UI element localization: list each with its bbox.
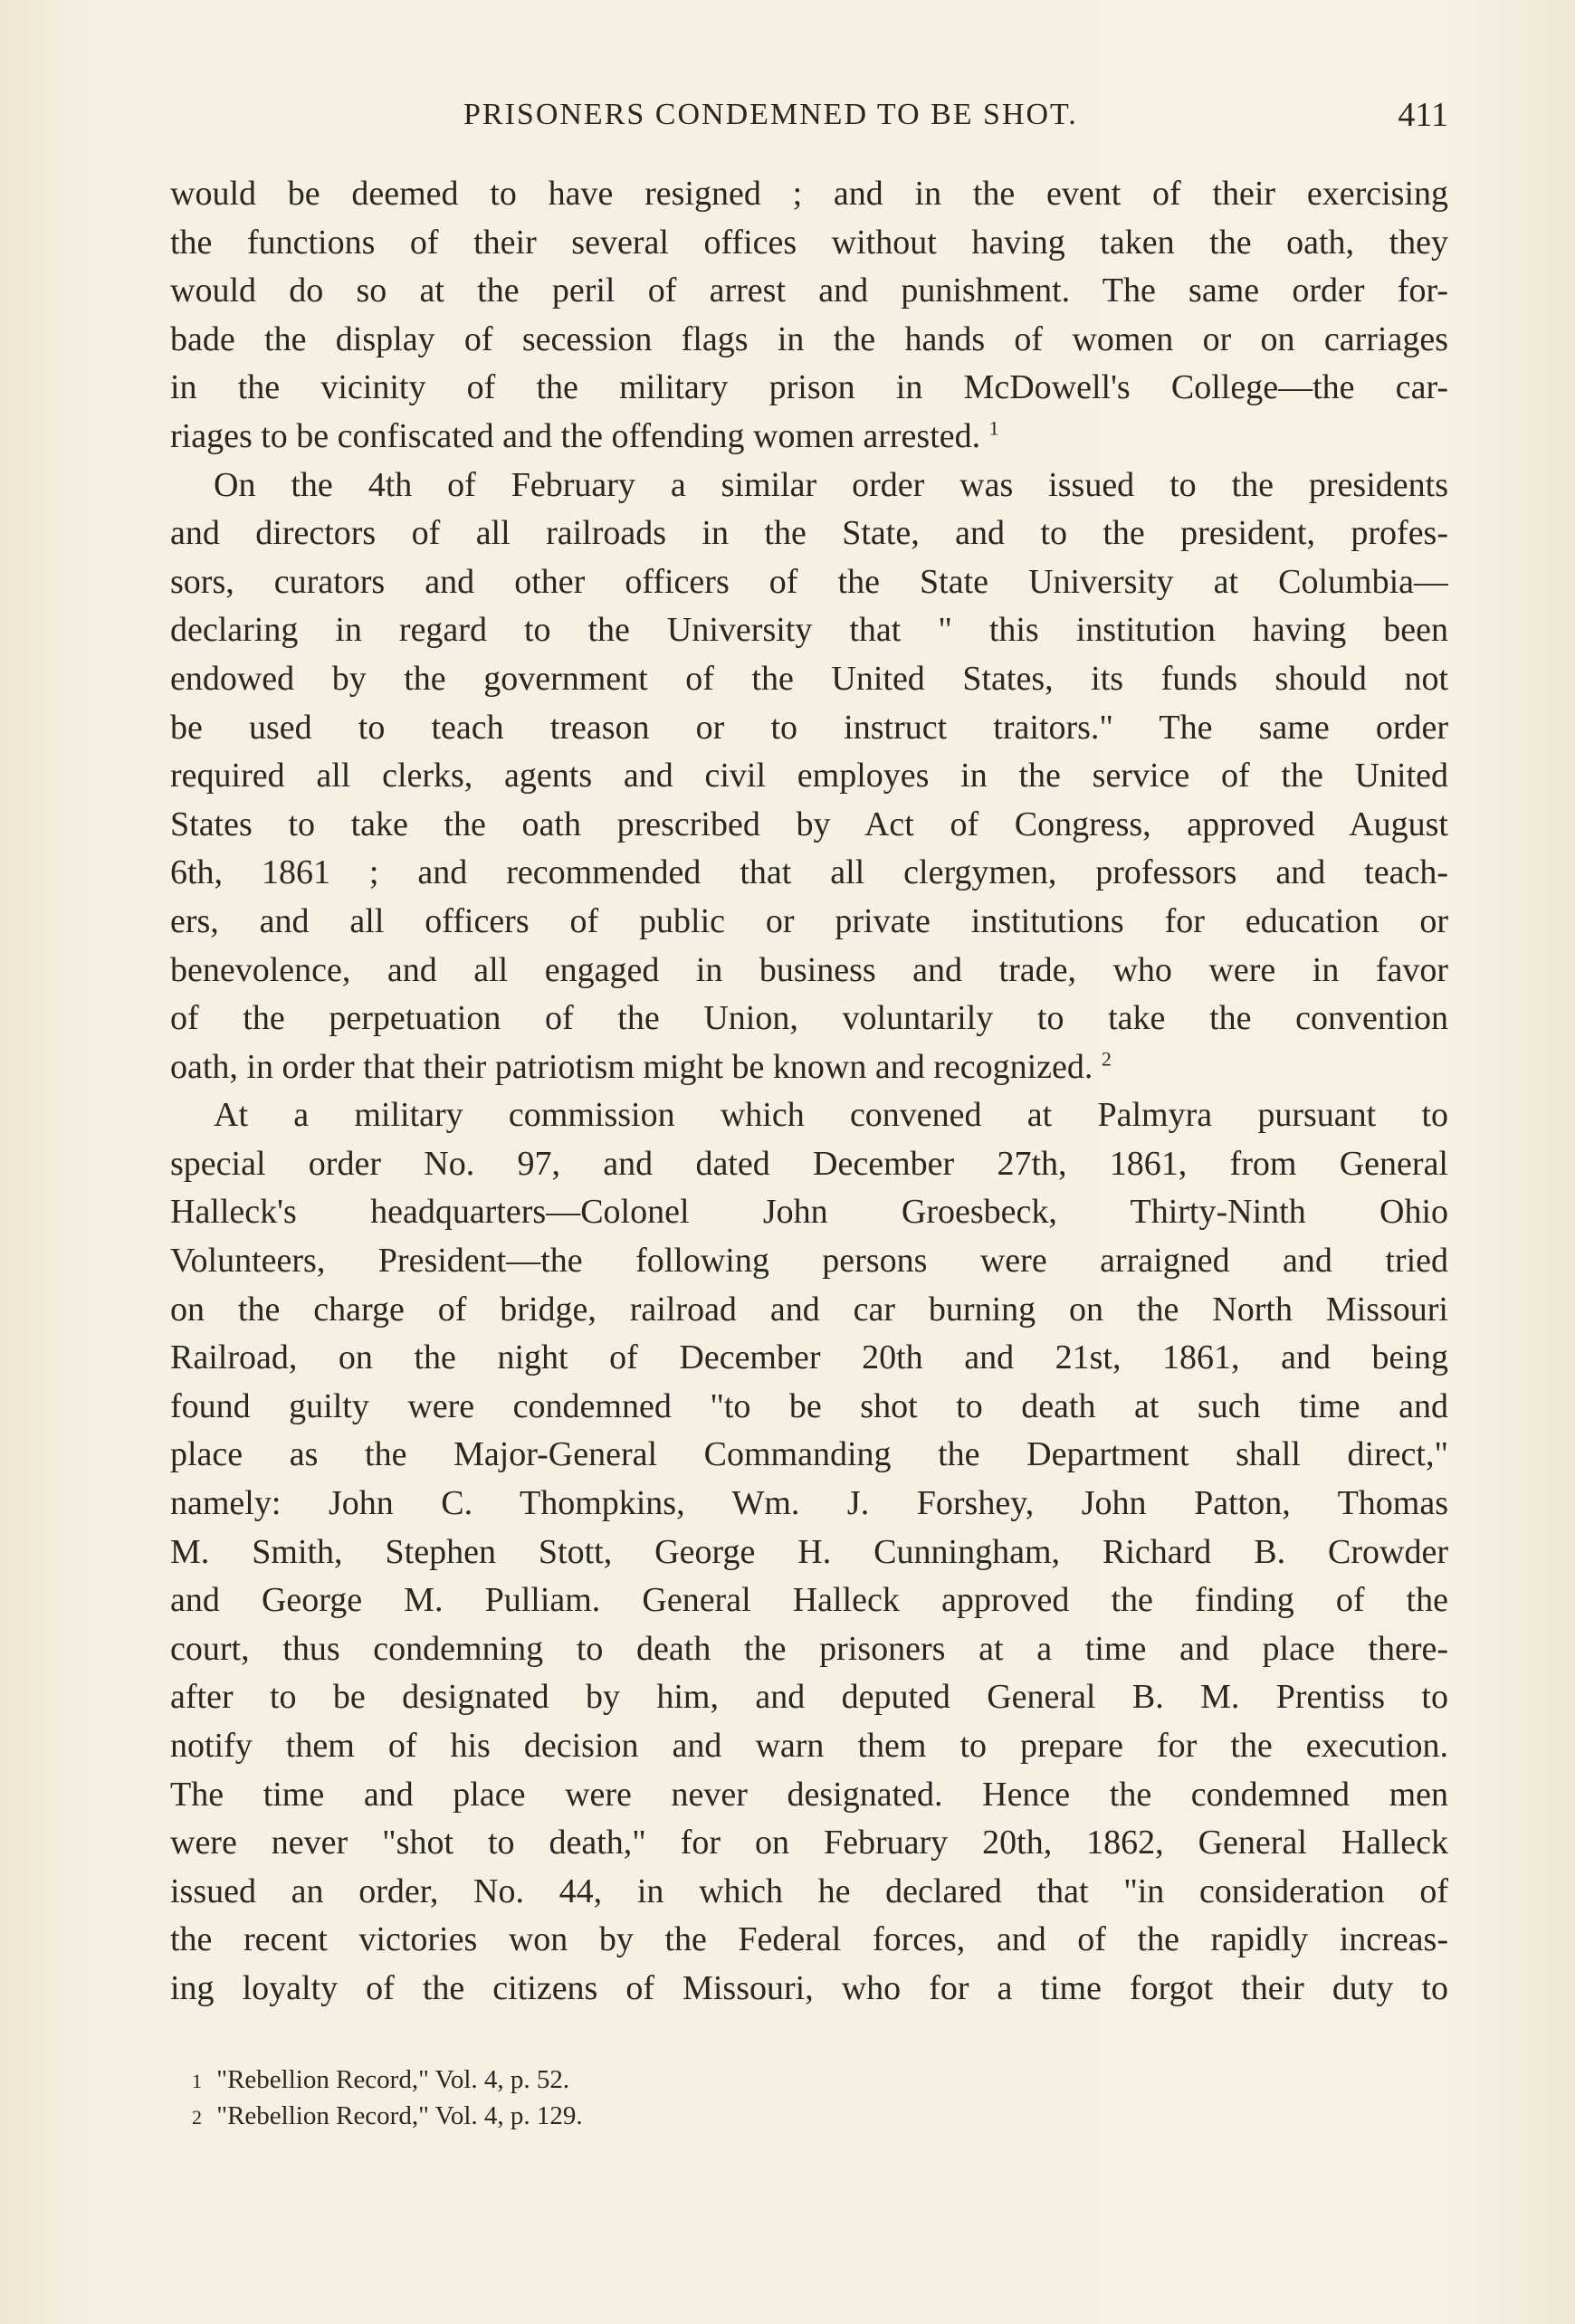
text-line: Volunteers, President—the following persons were arraigned and tried (170, 1242, 1448, 1281)
page-header (463, 92, 1448, 138)
text-line: would do so at the peril of arrest and punishment. The same order for- (170, 271, 1448, 310)
text-line: States to take the oath prescribed by Act of Congress, approved August (170, 805, 1448, 843)
footnote-reference: 1 (988, 416, 999, 440)
text-line: required all clerks, agents and civil employes in the service of the United (170, 757, 1448, 795)
text-line: On the 4th of February a similar order was issued to the presidents (214, 465, 1448, 504)
text-line: be used to teach treason or to instruct traitors." The same order (170, 708, 1448, 747)
text-line: Halleck's headquarters—Colonel John Groesbeck, Thirty-Ninth Ohio (170, 1193, 1448, 1232)
footnote-text: "Rebellion Record," Vol. 4, p. 52. (216, 2065, 570, 2094)
footnotes (192, 2062, 1007, 2134)
text-line: endowed by the government of the United States, its funds should not (170, 659, 1448, 698)
footnote-reference: 2 (1101, 1047, 1112, 1071)
text-line: found guilty were condemned "to be shot to death at such time and (170, 1386, 1448, 1425)
text-line (170, 1043, 1448, 1092)
text-line: 6th, 1861 ; and recommended that all clergymen, professors and teach- (170, 853, 1448, 892)
text-line: sors, curators and other officers of the State University at Columbia— (170, 562, 1448, 601)
text-line: in the vicinity of the military prison in McDowell's College—the car- (170, 368, 1448, 407)
text-line: the functions of their several offices without having taken the oath, they (170, 223, 1448, 262)
text-line: M. Smith, Stephen Stott, George H. Cunningham, Richard B. Crowder (170, 1532, 1448, 1571)
running-head: PRISONERS CONDEMNED TO BE SHOT. (463, 98, 1078, 131)
text-line: place as the Major-General Commanding the Department shall direct," (170, 1435, 1448, 1474)
footnote (192, 2098, 1007, 2134)
text-line: and George M. Pulliam. General Halleck approved the finding of the (170, 1581, 1448, 1620)
text-line: after to be designated by him, and deputed General B. M. Prentiss to (170, 1678, 1448, 1717)
page-number: 411 (1398, 96, 1448, 134)
text-line: ing loyalty of the citizens of Missouri, who for a time forgot their duty to (170, 1968, 1448, 2007)
text-line: would be deemed to have resigned ; and in the event of their exercising (170, 175, 1448, 213)
text-line: Railroad, on the night of December 20th and 21st, 1861, and being (170, 1338, 1448, 1377)
text-line: namely: John C. Thompkins, Wm. J. Forshey, John Patton, Thomas (170, 1484, 1448, 1523)
text-line: special order No. 97, and dated December 27th, 1861, from General (170, 1144, 1448, 1183)
text-line: on the charge of bridge, railroad and car burning on the North Missouri (170, 1290, 1448, 1329)
text-line-content: oath, in order that their patriotism might be known and recognized. (170, 1047, 1093, 1086)
text-line: the recent victories won by the Federal forces, and of the rapidly increas- (170, 1920, 1448, 1959)
text-line: bade the display of secession flags in the hands of women or on carriages (170, 319, 1448, 358)
footnote-text: "Rebellion Record," Vol. 4, p. 129. (216, 2101, 583, 2130)
footnote-number: 1 (192, 2070, 202, 2092)
text-line: of the perpetuation of the Union, voluntarily to take the convention (170, 999, 1448, 1038)
text-line: At a military commission which convened at Palmyra pursuant to (214, 1096, 1448, 1135)
text-line: issued an order, No. 44, in which he declared that "in consideration of (170, 1872, 1448, 1910)
text-line: notify them of his decision and warn them to prepare for the execution. (170, 1727, 1448, 1765)
footnote (192, 2062, 1007, 2098)
footnote-number: 2 (192, 2106, 202, 2129)
text-line: The time and place were never designated. Hence the condemned men (170, 1775, 1448, 1814)
text-line-content: riages to be confiscated and the offending women arrested. (170, 416, 981, 455)
text-line: court, thus condemning to death the prisoners at a time and place there- (170, 1629, 1448, 1668)
text-line: were never "shot to death," for on February 20th, 1862, General Halleck (170, 1824, 1448, 1862)
text-line: and directors of all railroads in the State, and to the president, profes- (170, 514, 1448, 553)
text-line: ers, and all officers of public or private institutions for education or (170, 901, 1448, 940)
body-text (170, 170, 1448, 2014)
text-line (170, 413, 1448, 462)
text-line: declaring in regard to the University that " this institution having been (170, 611, 1448, 650)
text-line: benevolence, and all engaged in business and trade, who were in favor (170, 950, 1448, 989)
